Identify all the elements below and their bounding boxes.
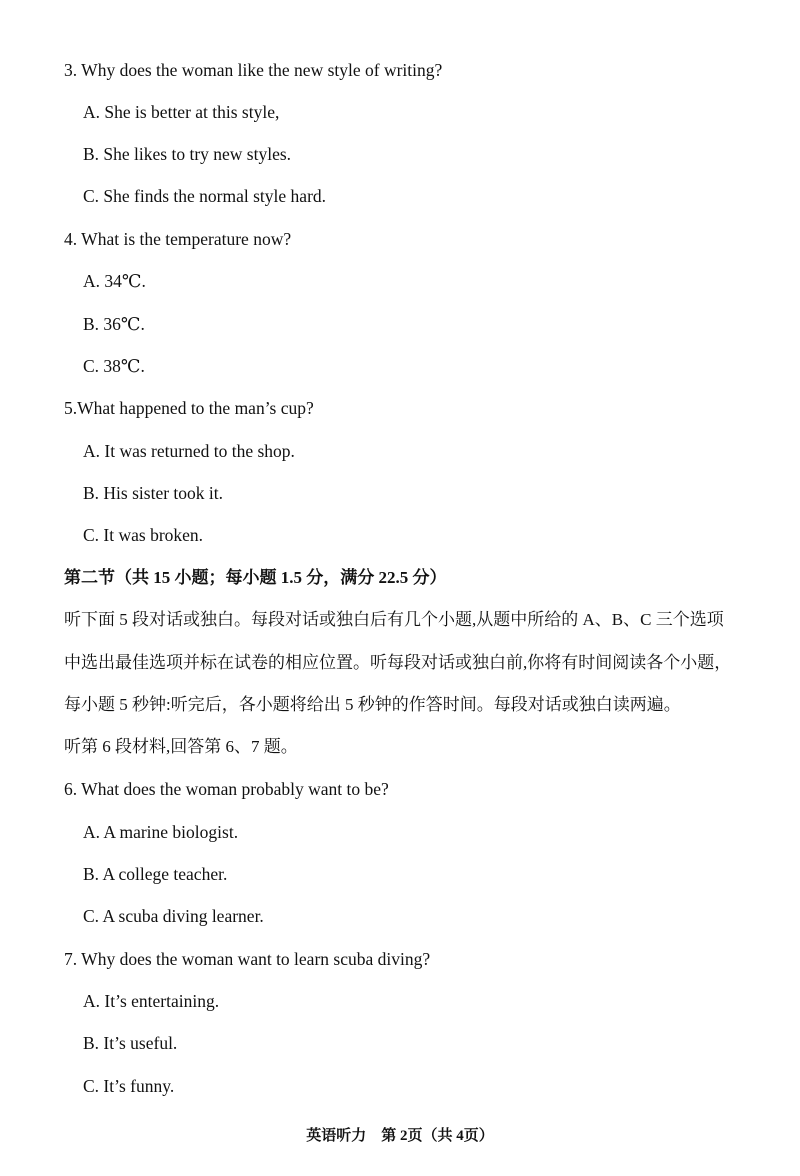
question-4-option-b: B. 36℃.	[83, 314, 145, 334]
page-footer: 英语听力 第 2页（共 4页）	[306, 1128, 494, 1144]
question-7-option-b: B. It’s useful.	[83, 1033, 178, 1053]
section-2-heading: 第二节（共 15 小题；每小题 1.5 分，满分 22.5 分）	[64, 568, 447, 587]
question-5-option-b: B. His sister took it.	[83, 483, 224, 503]
question-6-option-b: B. A college teacher.	[83, 864, 228, 884]
question-6-option-a: A. A marine biologist.	[83, 822, 239, 842]
question-3-option-b: B. She likes to try new styles.	[83, 144, 292, 164]
question-7: 7. Why does the woman want to learn scuba diving?	[64, 949, 431, 969]
question-6: 6. What does the woman probably want to be?	[64, 779, 389, 799]
question-3: 3. Why does the woman like the new style of writing?	[64, 60, 443, 80]
question-6-option-c: C. A scuba diving learner.	[83, 906, 264, 926]
question-3-option-c: C. She finds the normal style hard.	[83, 186, 327, 206]
question-7-option-c: C. It’s funny.	[83, 1076, 175, 1096]
instructions-line-1: 听下面 5 段对话或独白。每段对话或独白后有几个小题,从题中所给的 A、B、C 三个选项	[64, 610, 724, 629]
question-5-option-c: C. It was broken.	[83, 525, 204, 545]
material-note: 听第 6 段材料,回答第 6、7 题。	[64, 737, 298, 756]
question-5-option-a: A. It was returned to the shop.	[83, 441, 295, 461]
question-4-option-a: A. 34℃.	[83, 271, 146, 291]
question-3-option-a: A. She is better at this style,	[83, 102, 280, 122]
instructions-line-3: 每小题 5 秒钟:听完后，各小题将给出 5 秒钟的作答时间。每段对话或独白读两遍。	[64, 695, 681, 714]
question-5: 5.What happened to the man’s cup?	[64, 398, 314, 418]
instructions-line-2: 中选出最佳选项并标在试卷的相应位置。听每段对话或独白前,你将有时间阅读各个小题，	[64, 653, 732, 672]
question-7-option-a: A. It’s entertaining.	[83, 991, 220, 1011]
question-4: 4. What is the temperature now?	[64, 229, 292, 249]
question-4-option-c: C. 38℃.	[83, 356, 145, 376]
